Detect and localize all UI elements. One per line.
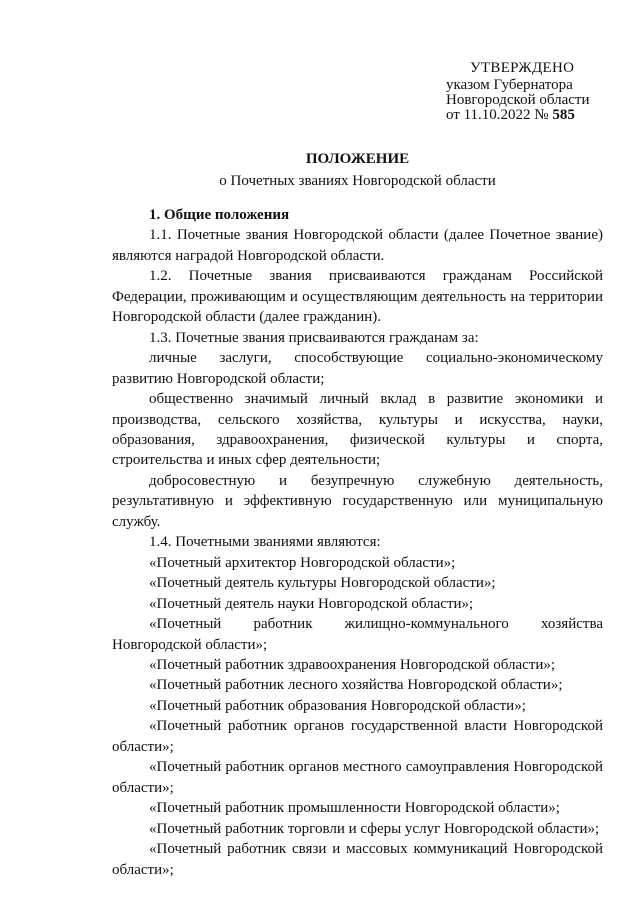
paragraph: 1.2. Почетные звания присваиваются гражданам Российской Федерации, проживающим и осуществляющим деятельность на территории Новгородской области (далее гражданин). [112,268,603,326]
paragraph: добросовестную и безупречную служебную деятельность, результативную и эффективную государственную или муниципальную службу. [112,472,603,530]
paragraph: «Почетный работник торговли и сферы услуг Новгородской области»; [149,820,600,837]
approval-number: 585 [552,107,575,123]
paragraph: 1.1. Почетные звания Новгородской области (далее Почетное звание) являются наградой Новгородской области. [112,227,603,264]
approval-region: Новгородской области [446,92,590,108]
paragraph: 1.4. Почетными званиями являются: [149,534,381,551]
document-heading [0,148,635,192]
paragraph: «Почетный работник органов государственной власти Новгородской области»; [112,718,603,755]
paragraph: «Почетный работник органов местного самоуправления Новгородской области»; [112,759,603,796]
document-subtitle: о Почетных званиях Новгородской области [219,173,496,189]
approval-date [446,108,626,123]
paragraph: личные заслуги, способствующие социально-экономическому развитию Новгородской области; [112,350,603,387]
paragraph: 1.3. Почетные звания присваиваются гражданам за: [149,329,479,346]
paragraph: «Почетный работник образования Новгородской области»; [149,697,526,714]
paragraph: «Почетный деятель науки Новгородской области»; [149,595,474,612]
approval-date-text: от 11.10.2022 № [446,107,553,123]
paragraph: общественно значимый личный вклад в развитие экономики и производства, сельского хозяйства, культуры и искусства, науки, образования, здравоохранения, физической культуры и спорта, строительства и иных сфер деятельности; [112,391,603,469]
paragraph: «Почетный работник жилищно-коммунального хозяйства Новгородской области»; [112,616,603,653]
paragraph: «Почетный деятель культуры Новгородской области»; [149,575,496,592]
paragraph: «Почетный работник промышленности Новгородской области»; [149,800,560,817]
approval-block [446,58,626,123]
paragraph: «Почетный работник лесного хозяйства Новгородской области»; [149,677,563,694]
document-title: ПОЛОЖЕНИЕ [305,151,410,167]
document-body [112,205,603,880]
approval-authority: указом Губернатора [446,77,573,93]
paragraph: «Почетный работник связи и массовых коммуникаций Новгородской области»; [112,841,603,878]
paragraph: «Почетный работник здравоохранения Новгородской области»; [149,656,556,673]
section-heading: 1. Общие положения [149,207,290,223]
approval-title: УТВЕРЖДЕНО [470,60,575,76]
paragraph: «Почетный архитектор Новгородской области»; [149,554,456,571]
